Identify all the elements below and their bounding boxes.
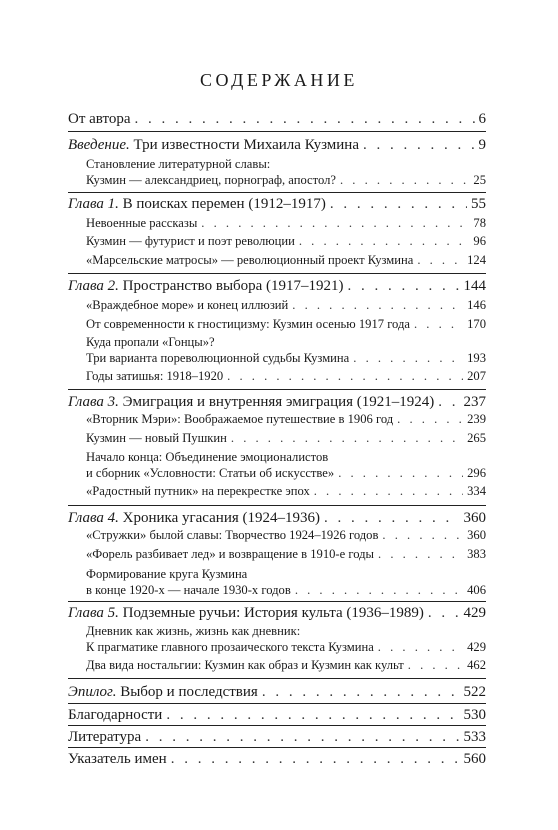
toc-subentry[interactable] <box>86 484 486 500</box>
dot-leader <box>262 684 460 701</box>
entry-title-line1: Дневник как жизнь, жизнь как дневник: <box>86 624 301 638</box>
entry-title: Эмиграция и внутренняя эмиграция (1921–1924) <box>118 394 435 410</box>
page-number: 533 <box>463 729 486 745</box>
dot-leader <box>438 394 459 411</box>
entry-title: Три варианта пореволюционной судьбы Кузмина <box>86 350 350 365</box>
entry-title-line1: Куда пропали «Гонцы»? <box>86 335 215 349</box>
entry-title: Кузмин — футурист и поэт революции <box>86 234 295 248</box>
dot-leader <box>378 547 463 563</box>
page-number: 6 <box>478 111 486 127</box>
entry-title: Кузмин — александриец, порнограф, апостол? <box>86 172 336 187</box>
page-number: 96 <box>473 234 486 248</box>
entry-title: Три известности Михаила Кузмина <box>129 137 359 153</box>
page-number: 360 <box>467 528 486 542</box>
page-number: 360 <box>463 510 486 526</box>
page-number: 334 <box>467 484 486 498</box>
page-number: 124 <box>467 253 486 267</box>
dot-leader <box>348 278 460 295</box>
entry-title: От современности к гностицизму: Кузмин осенью 1917 года <box>86 317 410 331</box>
toc-subentry[interactable] <box>86 216 486 232</box>
entry-title: «Стружки» былой славы: Творчество 1924–1926 годов <box>86 528 379 542</box>
toc-entry-chapter-5[interactable] <box>68 605 486 622</box>
toc-subentry[interactable] <box>86 369 486 385</box>
toc-subentry[interactable] <box>86 317 486 333</box>
dot-leader <box>330 196 467 213</box>
entry-title: Выбор и последствия <box>116 684 258 700</box>
page-number: 429 <box>463 605 486 621</box>
divider <box>68 725 486 726</box>
toc-entry-preface[interactable] <box>68 111 486 128</box>
dot-leader <box>231 431 463 447</box>
entry-title-line1: Становление литературной славы: <box>86 157 271 171</box>
toc-subentry[interactable] <box>86 431 486 447</box>
entry-title: От автора <box>68 111 131 127</box>
entry-label: Эпилог. <box>68 684 117 700</box>
toc-entry-chapter-3[interactable] <box>68 394 486 411</box>
dot-leader <box>382 528 463 544</box>
dot-leader <box>378 640 463 656</box>
toc-subentry[interactable] <box>86 234 486 250</box>
divider <box>68 747 486 748</box>
page-number: 170 <box>467 317 486 331</box>
page-number: 530 <box>463 707 486 723</box>
entry-title: Пространство выбора (1917–1921) <box>118 278 344 294</box>
toc-entry-index[interactable] <box>68 751 486 768</box>
dot-leader <box>340 173 469 189</box>
entry-title: Невоенные рассказы <box>86 216 198 230</box>
divider <box>68 273 486 274</box>
page-number: 207 <box>467 369 486 383</box>
entry-title: и сборник «Условности: Статьи об искусстве» <box>86 465 335 480</box>
entry-title-line1: Начало конца: Объединение эмоционалистов <box>86 450 329 464</box>
entry-title: Хроника угасания (1924–1936) <box>118 510 320 526</box>
entry-label: Глава 5. <box>68 605 119 621</box>
entry-label: Глава 2. <box>68 278 119 294</box>
dot-leader <box>145 729 459 746</box>
entry-label: Глава 1. <box>68 196 119 212</box>
entry-title: «Радостный путник» на перекрестке эпох <box>86 484 310 498</box>
page-number: 237 <box>463 394 486 410</box>
dot-leader <box>227 369 463 385</box>
dot-leader <box>171 751 460 768</box>
entry-title: «Марсельские матросы» — революционный проект Кузмина <box>86 253 414 267</box>
dot-leader <box>135 111 475 128</box>
entry-title: «Враждебное море» и конец иллюзий <box>86 298 289 312</box>
dot-leader <box>397 412 463 428</box>
dot-leader <box>324 510 460 527</box>
entry-title: «Вторник Мэри»: Воображаемое путешествие в 1906 год <box>86 412 394 426</box>
divider <box>68 131 486 132</box>
entry-title: Указатель имен <box>68 751 167 767</box>
toc-heading: СОДЕРЖАНИЕ <box>200 70 358 90</box>
toc-subentry[interactable] <box>86 335 486 366</box>
page-number: 560 <box>463 751 486 767</box>
entry-title: К прагматике главного прозаического текста Кузмина <box>86 639 374 654</box>
page-number: 239 <box>467 412 486 426</box>
toc-subentry[interactable] <box>86 624 486 655</box>
page-number: 462 <box>467 658 486 672</box>
page-number: 265 <box>467 431 486 445</box>
entry-title: Два вида ностальгии: Кузмин как образ и Кузмин как культ <box>86 658 404 672</box>
toc-entry-chapter-1[interactable] <box>68 196 486 213</box>
page-number: 78 <box>473 216 486 230</box>
entry-title: Литература <box>68 729 142 745</box>
dot-leader <box>428 605 460 622</box>
dot-leader <box>299 234 470 250</box>
dot-leader <box>314 484 463 500</box>
toc-subentry[interactable] <box>86 658 486 674</box>
dot-leader <box>338 466 463 482</box>
page-number: 55 <box>471 196 486 212</box>
entry-title: «Форель разбивает лед» и возвращение в 1910-е годы <box>86 547 375 561</box>
toc-subentry[interactable] <box>86 298 486 314</box>
page-number: 429 <box>467 639 486 654</box>
toc-subentry[interactable] <box>86 412 486 428</box>
dot-leader <box>166 707 459 724</box>
toc-entry-chapter-4[interactable] <box>68 510 486 527</box>
divider <box>68 389 486 390</box>
page-number: 9 <box>478 137 486 153</box>
entry-title: Подземные ручьи: История культа (1936–1989) <box>118 605 424 621</box>
divider <box>68 678 486 679</box>
entry-title-line1: Формирование круга Кузмина <box>86 567 248 581</box>
dot-leader <box>292 298 463 314</box>
toc-subentry[interactable] <box>86 253 486 269</box>
dot-leader <box>353 351 463 367</box>
dot-leader <box>295 583 463 599</box>
toc-entry-bibliography[interactable] <box>68 729 486 746</box>
page-number: 146 <box>467 298 486 312</box>
dot-leader <box>417 253 463 269</box>
page-number: 522 <box>463 684 486 700</box>
entry-label: Глава 4. <box>68 510 119 526</box>
entry-title: Годы затишья: 1918–1920 <box>86 369 224 383</box>
toc-entry-chapter-2[interactable] <box>68 278 486 295</box>
entry-title: в конце 1920-х — начале 1930-х годов <box>86 582 291 597</box>
divider <box>68 601 486 602</box>
divider <box>68 192 486 193</box>
toc-subentry[interactable] <box>86 567 486 598</box>
divider <box>68 505 486 506</box>
toc-entry-acknowledgements[interactable] <box>68 707 486 724</box>
dot-leader <box>363 137 475 154</box>
dot-leader <box>414 317 463 333</box>
page-number: 383 <box>467 547 486 561</box>
toc-subentry[interactable] <box>86 450 486 481</box>
page-number: 25 <box>473 172 486 187</box>
entry-title: Кузмин — новый Пушкин <box>86 431 227 445</box>
dot-leader <box>201 216 469 232</box>
page-number: 296 <box>467 465 486 480</box>
page-number: 144 <box>463 278 486 294</box>
divider <box>68 703 486 704</box>
toc-subentry[interactable] <box>86 547 486 563</box>
dot-leader <box>408 658 463 674</box>
toc-entry-introduction[interactable] <box>68 137 486 154</box>
entry-label: Введение. <box>68 137 130 153</box>
toc-subentry[interactable] <box>86 528 486 544</box>
entry-title: Благодарности <box>68 707 163 723</box>
page-number: 406 <box>467 582 486 597</box>
entry-label: Глава 3. <box>68 394 119 410</box>
toc-subentry[interactable] <box>86 157 486 188</box>
page-number: 193 <box>467 350 486 365</box>
entry-title: В поисках перемен (1912–1917) <box>118 196 326 212</box>
toc-entry-epilogue[interactable] <box>68 684 486 701</box>
